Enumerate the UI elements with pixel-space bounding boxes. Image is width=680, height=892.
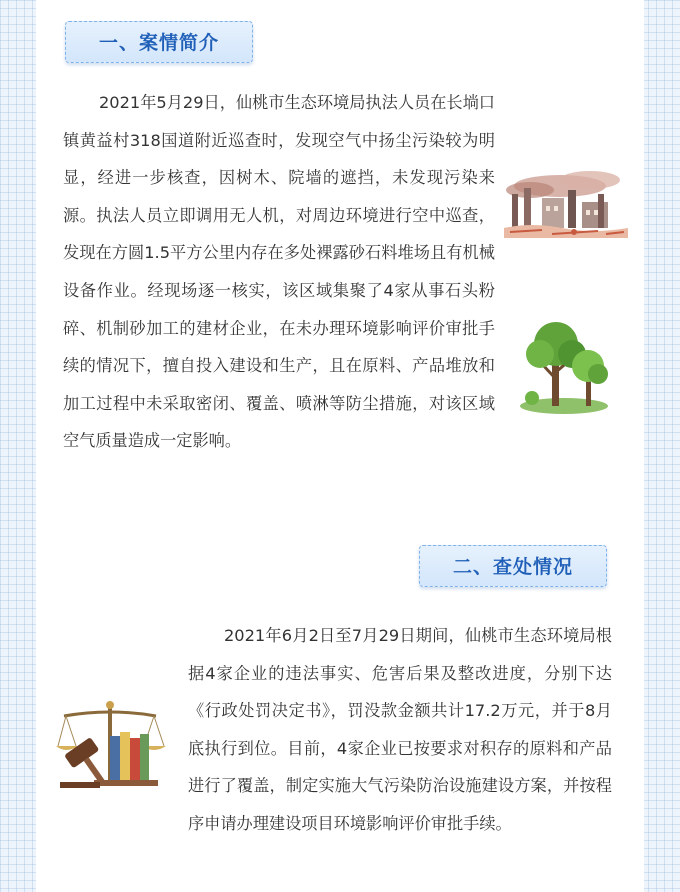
article-card: [36, 0, 644, 892]
case-summary-paragraph: [63, 84, 495, 460]
polluting-factory-icon: [502, 168, 630, 244]
investigation-paragraph: [188, 617, 612, 843]
investigation-text: 2021年6月2日至7月29日期间，仙桃市生态环境局根据4家企业的违法事实、危害后果及整改进度，分别下达《行政处罚决定书》，罚没款金额共计17.2万元，并于8月底执行到位。目前，4家企业已按要求对积存的原料和产品进行了覆盖，制定实施大气污染防治设施建设方案，并按程序申请办理建设项目环境影响评价审批手续。: [188, 626, 612, 833]
section-heading-investigation: 二、查处情况: [419, 545, 607, 587]
trees-icon: [518, 318, 610, 414]
section-heading-case-summary: 一、案情简介: [65, 21, 253, 63]
case-summary-text: 2021年5月29日，仙桃市生态环境局执法人员在长埫口镇黄益村318国道附近巡查时，发现空气中扬尘污染较为明显，经进一步核查，因树木、院墙的遮挡，未发现污染来源。执法人员立即调用无人机，对周边环境进行空中巡查，发现在方圆1.5平方公里内存在多处裸露砂石料堆场且有机械设备作业。经现场逐一核实，该区域集聚了4家从事石头粉碎、机制砂加工的建材企业，在未办理环境影响评价审批手续的情况下，擅自投入建设和生产，且在原料、产品堆放和加工过程中未采取密闭、覆盖、喷淋等防尘措施，对该区域空气质量造成一定影响。: [63, 93, 495, 451]
scales-gavel-books-icon: [54, 700, 166, 792]
